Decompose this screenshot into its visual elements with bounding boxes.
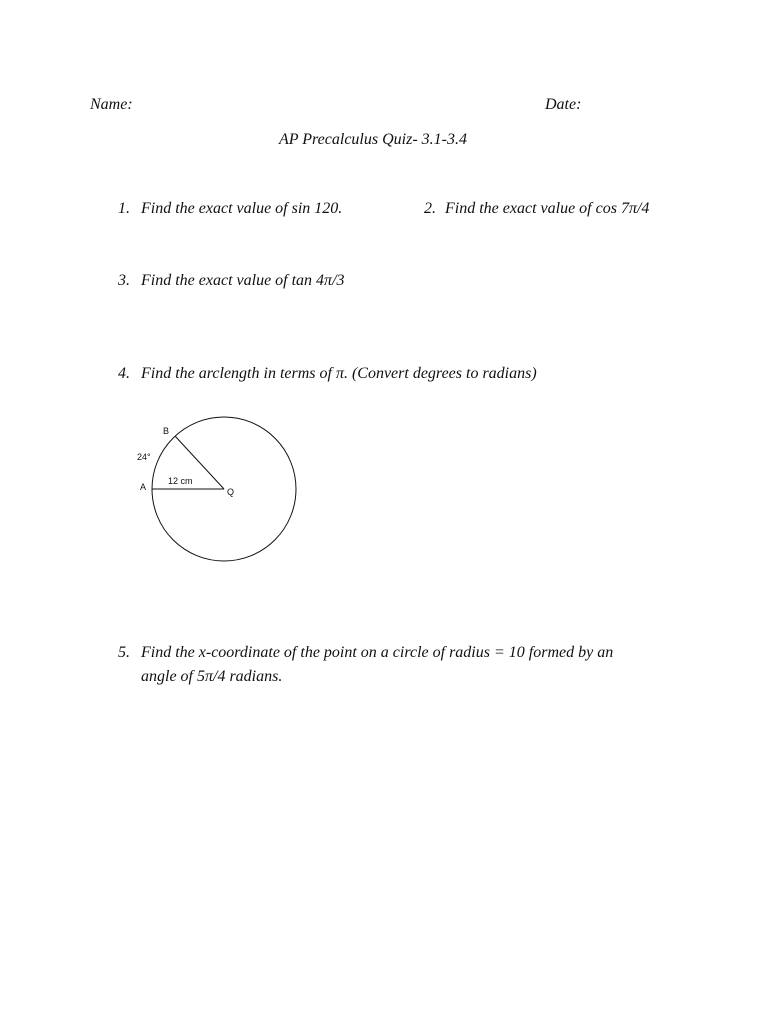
- question-number: 3.: [118, 272, 130, 289]
- question-number: 4.: [118, 365, 130, 382]
- date-label: Date:: [545, 96, 582, 113]
- name-label: Name:: [90, 96, 133, 113]
- arc-diagram: [130, 415, 310, 575]
- question-text: Find the arclength in terms of π. (Convert degrees to radians): [141, 365, 537, 382]
- question-text-line-1: Find the x-coordinate of the point on a circle of radius = 10 formed by an: [141, 644, 614, 661]
- question-text: Find the exact value of tan 4π/3: [141, 272, 345, 289]
- question-number: 1.: [118, 200, 130, 217]
- label-q: Q: [227, 487, 235, 497]
- question-text-line-2: angle of 5π/4 radians.: [141, 668, 283, 685]
- question-text: Find the exact value of cos 7π/4: [445, 200, 650, 217]
- quiz-title: AP Precalculus Quiz- 3.1-3.4: [279, 131, 467, 148]
- label-b: B: [163, 426, 170, 436]
- label-angle: 24°: [137, 452, 151, 462]
- question-text: Find the exact value of sin 120.: [141, 200, 343, 217]
- label-radius: 12 cm: [168, 476, 193, 486]
- label-a: A: [140, 482, 147, 492]
- question-number: 5.: [118, 644, 130, 661]
- question-number: 2.: [424, 200, 436, 217]
